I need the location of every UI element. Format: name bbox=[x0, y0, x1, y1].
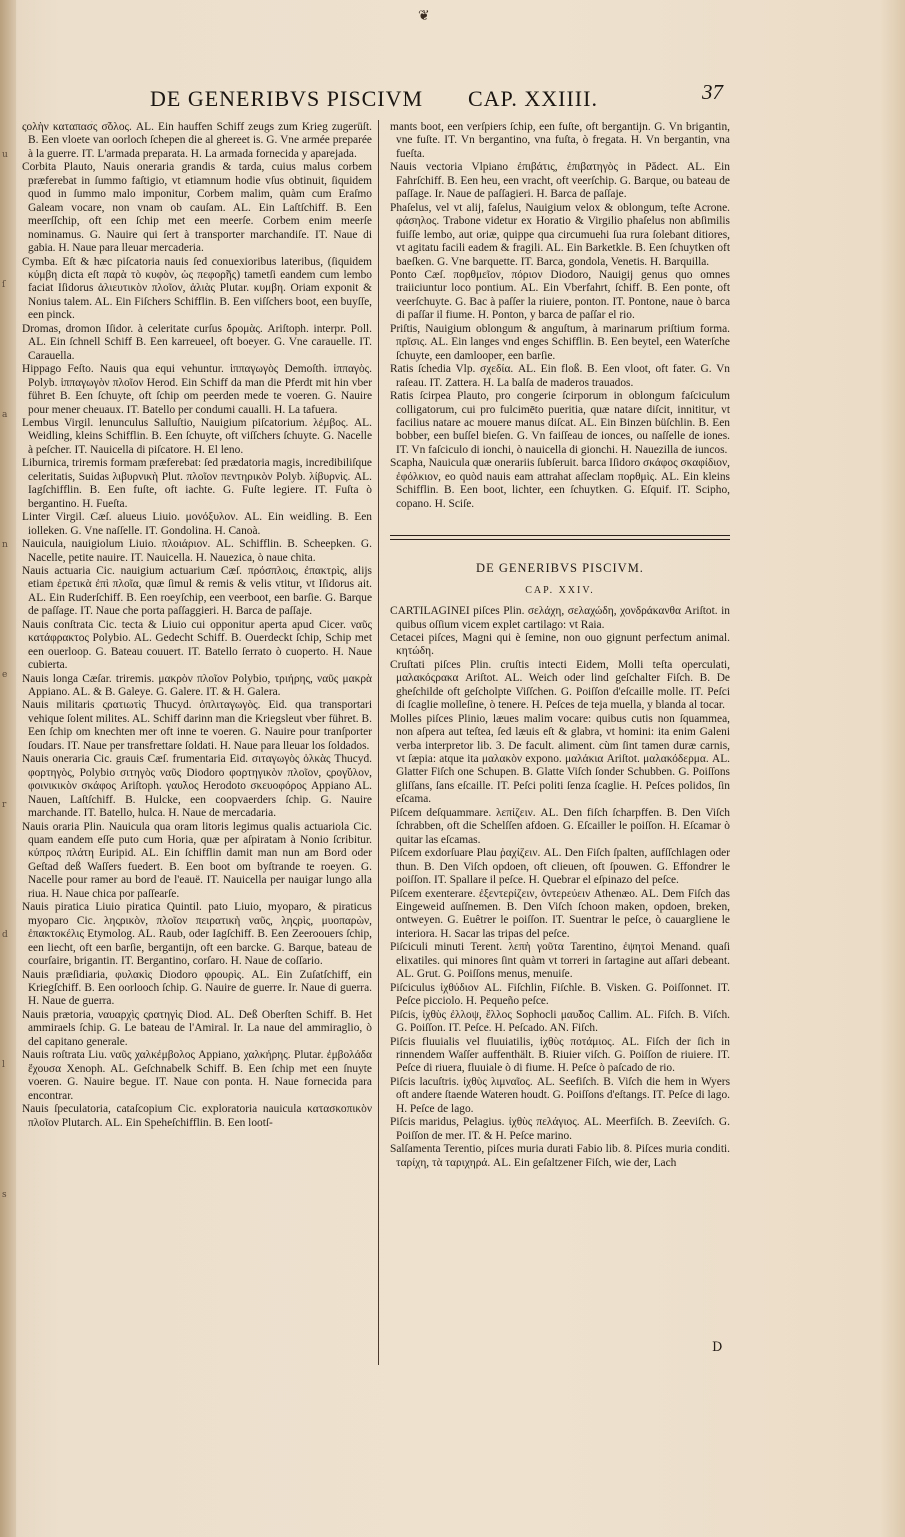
edge-fragment: a bbox=[2, 410, 8, 420]
dictionary-entry: mants boot, een verſpiers ſchip, een fuſte, oft bergantijn. G. Vn brigantin, vne fuſte. IT. Vn bergantino, vna fuſta, ò fregata. H. Vn bergantin, vna fueſta. bbox=[390, 121, 730, 160]
edge-fragment: u bbox=[2, 150, 8, 160]
dictionary-entry: Piſciculi minuti Terent. λεπὴ γοῦτα Tarentino, ἐψητοὶ Menand. quaſi elixatiles. qui minores ſint quàm vt torreri in ſartagine aut aſſari debeant. AL. Grut. G. Poiſſons menus, menuiſe. bbox=[390, 941, 730, 981]
dictionary-entry: Phaſelus, vel vt alij, faſelus, Nauigium velox & oblongum, teſte Acrone. φάσηλος. Trabone videtur ex Horatio & Virgilio phaſelus non abſimilis fuiſſe lembo, aut oriæ, quippe qua circumuehi ſua rura ſolebant ditiores, vt agitatu facili eadem & fragili. AL. Ein Barketkle. B. Een ſchuytken oft baeſken. G. Vne barquette. IT. Barca, gondola, Venetis. H. Barquilla. bbox=[390, 201, 730, 268]
dictionary-entry: Scapha, Nauicula quæ onerariis ſubſeruit. barca Iſidoro σκάφος σκαφίδιον, ἐφόλκιον, eo quòd nauis eam attrahat aſſeclam πορθμὶς. AL. Ein kleins Schifflin. B. Een boot, lichter, een ſchuytken. G. Eſquif. IT. Scipho, copano. H. Sciſe. bbox=[390, 457, 730, 510]
dictionary-entry: Corbita Plauto, Nauis oneraria grandis & tarda, cuius malus corbem præferebat in ſummo faſtigio, vt etiamnum hodie vſus obtinuit, ſiquidem quod in ſummo malo imponitur, Corbem malim, quàm cum Eraſmo Galeam vocare, non vnam ob cauſam. AL. Ein Laſtſchiff. B. Een meerſſchip, oft een ſchip met een meerſe. Corbem enim meerſe nominamus. G. Nauire qui ſert à transporter marchandiſe. IT. Naue di gabia. H. Naue para lleuar mercaderia. bbox=[22, 161, 372, 255]
dictionary-entry: Piſcis maridus, Pelagius. ἰχθὺς πελάγιος. AL. Meerfiſch. B. Zeeviſch. G. Poiſſon de mer. IT. & H. Peſce marino. bbox=[390, 1116, 730, 1142]
dictionary-entry: Piſcem deſquammare. λεπίζειν. AL. Den fiſch ſcharpffen. B. Den Viſch ſchrabben, oft die Schelſſen afdoen. G. Eſcailler le poiſſon. H. Eſcamar ò quitar las eſcamas. bbox=[390, 806, 730, 846]
column-rule bbox=[378, 120, 379, 1365]
running-header bbox=[150, 80, 730, 116]
edge-fragment: e bbox=[2, 670, 8, 680]
dictionary-entry: ςολὴν καταπασ̀ς σ̃όλος. AL. Ein hauffen Schiff zeugs zum Krieg zugerüſt. B. Een vloete van oorloch ſchepen die al ghereet is. G. Vne armée preparée à la guerre. IT. L'armada preparata. H. La armada fornecida y aparejada. bbox=[22, 121, 372, 160]
dictionary-entry: Ratis ſchedia Vlp. σχεδία. AL. Ein floß. B. Een vloot, oft fater. G. Vn raſeau. IT. Zattera. H. La balſa de maderos trauados. bbox=[390, 363, 730, 389]
page-gutter-shadow bbox=[0, 0, 16, 1537]
ornament-icon: ❦ bbox=[418, 8, 430, 24]
dictionary-entry: Linter Virgil. Cæſ. alueus Liuio. μονόξυλον. AL. Ein weidling. B. Een iolleken. G. Vne naſſelle. IT. Gondolina. H. Canoà. bbox=[22, 511, 372, 537]
dictionary-entry: Piſciculus ἰχθύδιον AL. Fiſchlin, Fiſchle. B. Visken. G. Poiſſonnet. IT. Peſce picciolo. H. Pequeño peſce. bbox=[390, 981, 730, 1008]
section-chapter: CAP. XXIV. bbox=[525, 584, 595, 596]
dictionary-entry: Nauis roſtrata Liu. ναῦς χαλκέμβολος Appiano, χαλκήρης. Plutar. ἐμβολάδα ἔχουσα Xenoph. AL. Geſchnabelk Schiff. B. Een ſchip met een ſnuyte voeren. G. Nauire begue. IT. Naue con ponta. H. Naue fornecida para encontrar. bbox=[22, 1049, 372, 1102]
dictionary-entry: Nauis oraria Plin. Nauicula qua oram litoris legimus qualis actuariola Cic. quam eandem eſſe puto cum Horia, quæ per aſpiratam à Nonio ſcribitur. κύπρος πλάτη Euripid. AL. Ein ſchifflin damit man nun am Bord oder Geſtad deß Waſſers fuedert. B. Een boot om byſtrande te roeyen. G. Nacelle pour ramer au bord de l'eauë. IT. Nauicella per nauigar lungo alla riua. H. Naue chica por paſſearſe. bbox=[22, 820, 372, 900]
dictionary-entry: Nauis vectoria Vlpiano ἐπιβάτις, ἐπιβατηγὸς in Pădect. AL. Ein Fahrſchiff. B. Een heu, een vracht, oft veerſchip. G. Barque, ou bateau de paſſage. Ir. Naue de paſſagieri. H. Barca de paſſaje. bbox=[390, 161, 730, 201]
dictionary-entry: Priſtis, Nauigium oblongum & anguſtum, à marinarum priſtium forma. πρῖσις. AL. Ein langes vnd enges Schifflin. B. Een beytel, een Waterſche ſchuyte, een damlooper, een barſie. bbox=[390, 322, 730, 362]
edge-fragment: s bbox=[2, 1190, 7, 1200]
catchword: D bbox=[712, 1340, 723, 1355]
dictionary-entry: Lembus Virgil. lenunculus Salluſtio, Nauigium piſcatorium. λέμβος. AL. Weidling, kleins Schifflin. B. Een ſchuyte, oft viſſchers ſchuyte. G. Nacelle à peſcher. IT. Nauicella di piſcatore. H. El leno. bbox=[22, 416, 372, 456]
left-column bbox=[22, 121, 372, 1355]
dictionary-entry: Nauis conſtrata Cic. tecta & Liuio cui opponitur aperta apud Cicer. ναῦς κατάφρακτος Polybio. AL. Gedecht Schiff. B. Ouerdeckt ſchip, Schip met een ouerloop. G. Bateau couuert. IT. Batello ſerrato ò cuoperto. H. Naue cubierta. bbox=[22, 618, 372, 672]
dictionary-entry: Cetacei piſces, Magni qui è ſemine, non ouo gignunt perfectum animal. κητώδη. bbox=[390, 631, 730, 658]
dictionary-entry: Nauis prætoria, ναυαρχὶς ςρατηγὶς Diod. AL. Deß Oberſten Schiff. B. Het ammiraels ſchip. G. Le bateau de l'Amiral. Ir. La naue del ammiraglio, ò del capitano generale. bbox=[22, 1008, 372, 1048]
dictionary-entry: Ratis ſcirpea Plauto, pro congerie ſcirporum in oblongum faſciculum colligatorum, cui pro fulcimēto pueritia, quæ natare diſcit, innititur, vt facilius natare ac mouere manus diſcat. AL. Ein Binzen büſchlin. B. Een bobber, een buſſel bieſen. G. Vn faiſſeau de ionces, ou naſſelle de iones. IT. Vn faſciculo di ionchi, ò nauicella di gionchi. H. Nauezilla de iuncos. bbox=[390, 390, 730, 456]
dictionary-entry: Nauis oneraria Cic. grauis Cæſ. frumentaria Eid. σιταγωγὸς ὁλκὰς Thucyd. φορτηγὸς, Polybio σιτηγὸς ναῦς Diodoro φορτηγικὸν πλοῖον, ςρογ̃ύλον, φοινικικὸν σκάφος Ariſtoph. γαυ̃λος Herodoto σκευοφόρος Appiano AL. Nauen, Laſtſchiff. B. Hulcke, een coopvaerders ſchip. G. Nauire marchande. IT. Batello, hulca. H. Naue de mercadaria. bbox=[22, 753, 372, 820]
dictionary-entry: Molles piſces Plinio, læues malim vocare: quibus cutis non ſquammea, non aſpera aut teſtea, ſed læuis eſt & glabra, vt homini: ita enim Galeni verba interpretor lib. 3. De facult. aliment. cùm ſint tamen duræ carnis, vt ſæpia: atque ita μαλακὸν expono. μαλάκια Ariſtot. μαλακόδερμα. AL. Glatter Fiſch one Schupen. B. Glatte Viſch ſonder Schubben. G. Poiſſons gliſſans, ſans eſcaille. IT. Peſci politi ſenza ſcaglie. H. Peſces polidos, ſin eſcama. bbox=[390, 712, 730, 806]
dictionary-entry: Cruſtati piſces Plin. cruſtis intecti Eidem, Molli teſta operculati, μαλακόςρακα Ariſtot. AL. Weich oder lind geſchalter Fiſch. B. De gheſchilde oft geſcholpte Viſſchen. G. Poiſſon d'eſcaille molle. IT. Peſci di ſcaglie molleſine, ò tenere. H. Peſces de teja muella, y blanda al tocar. bbox=[390, 658, 730, 712]
page-number: 37 bbox=[702, 80, 723, 104]
dictionary-entry: Piſcis lacuſtris. ἰχθὺς λιμναῖος. AL. Seefiſch. B. Viſch die hem in Wyers oft andere ſtaende Wateren houdt. G. Poiſſons d'eſtangs. IT. Peſce di lago. H. Peſce de lago. bbox=[390, 1075, 730, 1115]
dictionary-entry: Nauis ſpeculatoria, cataſcopium Cic. exploratoria nauicula κατασκοπικὸν πλοῖον Plutarch. AL. Ein Speheſchifflin. B. Een lootſ- bbox=[22, 1103, 372, 1129]
dictionary-entry: Ponto Cæſ. πορθμεῖον, πόριον Diodoro, Nauigij genus quo omnes traiiciuntur loco pontium. AL. Ein Vberfahrt, ſchiff. B. Een ponte, oft veerſchuyte. G. Bac à paſſer la riuiere, ponton. IT. Pontone, naue ò barca di paſſar il fiume. H. Ponton, y barca de paſſar el rio. bbox=[390, 268, 730, 322]
dictionary-entry: Nauis militaris ςρατιωτὶς Thucyd. ὁπλιταγωγὸς. Eid. qua transportari vehique ſolent milites. AL. Schiff darinn man die Kriegsleut vber führet. B. Een ſchip om knechten mer oft inne te voeren. G. Nauire pour tranſporter ſoudars. IT. Naue per transfrettare ſoldati. H. Naue para lleuar los ſoldados. bbox=[22, 699, 372, 752]
chapter-label: CAP. XXIIII. bbox=[468, 86, 598, 111]
edge-fragment: d bbox=[2, 930, 8, 940]
dictionary-entry: Piſcis fluuialis vel fluuiatilis, ἰχθὺς ποτάμιος. AL. Fiſch der ſich in rinnendem Waſſer auffenthält. B. Riuier viſch. G. Poiſſon de riuiere. IT. Peſce di riuera, fluuiale ò di fiume. H. Peſce ò paſcado de rio. bbox=[390, 1035, 730, 1075]
edge-fragment: r bbox=[2, 800, 7, 810]
right-column bbox=[390, 121, 730, 1361]
dictionary-entry: Piſcis, ἰχθὺς ἐλλοψ, ἔλλος Sophocli μαυ̃δος Callim. AL. Fiſch. B. Viſch. G. Poiſſon. IT. Peſce. H. Peſcado. AN. Fiſch. bbox=[390, 1008, 730, 1035]
section-title: DE GENERIBVS PISCIVM. bbox=[476, 561, 644, 576]
edge-fragment: ſ bbox=[2, 280, 6, 290]
dictionary-entry: Nauis longa Cæſar. triremis. μακρὸν πλοῖον Polybio, τριήρης, ναῦς μακρὰ Appiano. AL. & B. Galeye. G. Galere. IT. & H. Galera. bbox=[22, 672, 372, 699]
right-column-top bbox=[390, 121, 730, 511]
dictionary-entry: Salſamenta Terentio, piſces muria durati Fabio lib. 8. Piſces muria conditi. ταρίχη, τὰ ταριχηρά. AL. Ein geſaltzener Fiſch, wie der, Lach bbox=[390, 1143, 730, 1169]
dictionary-entry: Piſcem exdorſuare Plau ῥαχίζειν. AL. Den Fiſch ſpalten, aufſſchlagen oder thun. B. Den Viſch opdoen, oft clieuen, oft ſpouwen. G. Effondrer le poiſſon. IT. Spallare il peſce. H. Quebrar el eſpinazo del peſce. bbox=[390, 847, 730, 887]
edge-fragment: l bbox=[2, 1060, 5, 1070]
dictionary-entry: Nauis præſidiaria, φυλακὶς Diodoro φρουρὶς. AL. Ein Zuſatſchiff, ein Kriegſchiff. B. Een oorlooch ſchip. G. Nauire de guerre. Ir. Naue di guerra. H. Naue de guerra. bbox=[22, 968, 372, 1008]
right-column-bottom bbox=[390, 605, 730, 1170]
section-divider bbox=[390, 535, 730, 540]
dictionary-entry: Liburnica, triremis formam præferebat: ſed prædatoria magis, incredibiliſque celeritatis, Suidas λιβυρνικὴ Plut. πλοῖον πεντηρικὸν Polyb. λίβυρνὶς. AL. Iagſchifflin. B. Een fuſte, oft iachte. G. Fuſte legiere. IT. Fuſta ò bergantino. H. Fueſta. bbox=[22, 457, 372, 510]
running-title: DE GENERIBVS PISCIVM bbox=[150, 86, 424, 111]
dictionary-entry: CARTILAGINEI piſces Plin. σελάχη, σελαχώδη, χονδράκανθα Ariſtot. in quibus oſſium vicem explet cartilago: vt Raia. bbox=[390, 605, 730, 631]
dictionary-entry: Cymba. Eſt & hæc piſcatoria nauis ſed conuexioribus lateribus, (ſiquidem κύμβη dicta eſt παρὰ τὸ κυφὸν, ὡς πεφορ̃ῆς) tametſi eandem cum lembo faciat Iſidorus ἁλιευτικὸν πλοῖον, ἁλιὰς Plutar. κυμβη. Oriam exponit & Nonius talem. AL. Ein Fiſchers Schifflin. B. Een viſſchers boot, een buyſſe, een pinck. bbox=[22, 255, 372, 322]
dictionary-entry: Nauicula, nauigiolum Liuio. πλοιάριον. AL. Schifflin. B. Scheepken. G. Nacelle, petite nauire. IT. Nauicella. H. Nauezica, ò naue chita. bbox=[22, 538, 372, 564]
dictionary-entry: Nauis piratica Liuio piratica Quintil. pato Liuio, myoparo, & piraticus myoparo Cic. ληςρικὸν, πλοῖον πειρατικὴ ναῦς, ληςρὶς, μυοπαρὼν, ἐπακτοκέλις Etymolog. AL. Raub, oder Iagſchiff. B. Een Zeeroouers ſchip, een liecht, oft een barſie, bergantijn, oft een barcke. G. Barque, bateau de courſaire, brigantin. IT. Bergantino, corſaro. H. Naue de coſſario. bbox=[22, 901, 372, 968]
dictionary-entry: Nauis actuaria Cic. nauigium actuarium Cæſ. πρόσπλοις, ἐπακτρὶς, alijs etiam ἐρετικὰ ἐπὶ πλοῖα, quæ ſimul & remis & velis vtitur, vt Iſidorus ait. AL. Ein Ruderſchiff. B. Een roeyſchip, een veerboot, een barſie. G. Barque de paſſage. IT. Naue che porta paſſaggieri. H. Barca de paſſaje. bbox=[22, 564, 372, 618]
dictionary-entry: Piſcem exenterare. ἐξεντερίζειν, ὁντερεύειν Athenæo. AL. Dem Fiſch das Eingeweid auſſnemen. B. Den Viſch ſchoon maken, opdoen, breken, ontweyen. G. Euêtrer le poiſſon. IT. Suentrar le peſce, ò cauargliene le interiora. H. Sacar las tripas del peſce. bbox=[390, 887, 730, 940]
edge-fragment: n bbox=[2, 540, 8, 550]
dictionary-entry: Hippago Feſto. Nauis qua equi vehuntur. ἱππαγωγὸς Demoſth. ἱππαγὸς. Polyb. ἱππαγωγὸν πλοῖον Herod. Ein Schiff da man die Pferdt mit hin vber führet B. Een ſchuyte, oft ſchip om peerden mede te voeren. G. Nauire pour mener cheuaux. IT. Batello per condumi caualli. H. La tafuera. bbox=[22, 363, 372, 416]
dictionary-entry: Dromas, dromon Iſidor. à celeritate curſus δρομὰς. Ariſtoph. interpr. Poll. AL. Ein ſchnell Schiff B. Een karreueel, oft boeyer. G. Vne carauelle. IT. Carauella. bbox=[22, 322, 372, 362]
